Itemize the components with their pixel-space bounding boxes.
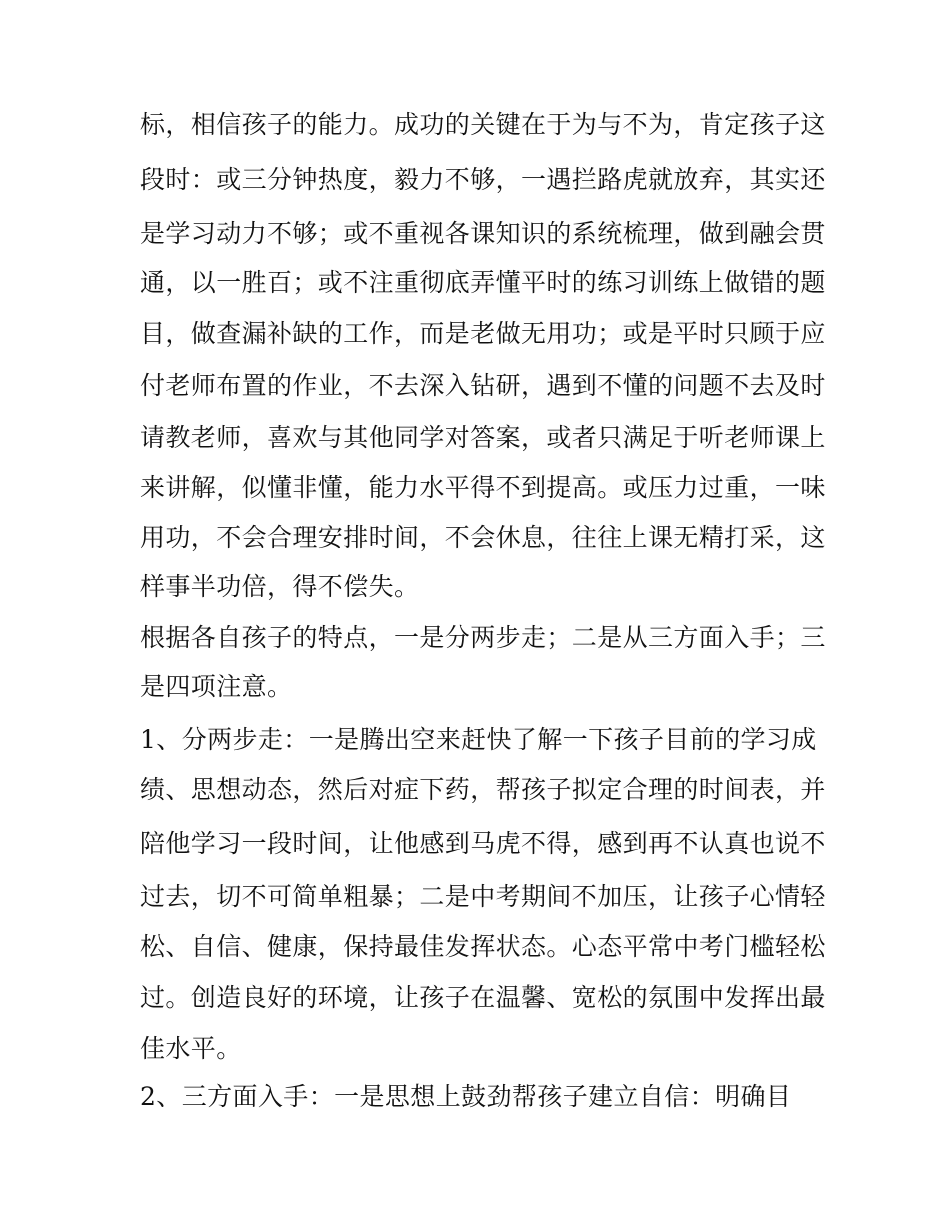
text-line: 1、分两步走：一是腾出空来赶快了解一下孩子目前的学习成 (140, 725, 817, 754)
text-line: 付老师布置的作业，不去深入钻研，遇到不懂的问题不去及时 (140, 371, 826, 400)
text-line: 陪他学习一段时间，让他感到马虎不得，感到再不认真也说不 (140, 829, 826, 858)
text-line: 段时：或三分钟热度，毅力不够，一遇拦路虎就放弃，其实还 (140, 165, 826, 194)
text-line: 样事半功倍，得不偿失。 (140, 572, 420, 601)
text-line: 请教老师，喜欢与其他同学对答案，或者只满足于听老师课上 (140, 423, 826, 452)
text-line: 过。创造良好的环境，让孩子在温馨、宽松的氛围中发挥出最 (140, 983, 826, 1012)
text-line: 通，以一胜百；或不注重彻底弄懂平时的练习训练上做错的题 (140, 268, 826, 297)
text-line: 是四项注意。 (140, 672, 293, 701)
text-line: 佳水平。 (140, 1034, 242, 1063)
text-line: 是学习动力不够；或不重视各课知识的系统梳理，做到融会贯 (140, 219, 826, 248)
text-line: 根据各自孩子的特点，一是分两步走；二是从三方面入手；三 (140, 623, 826, 652)
text-line: 目，做查漏补缺的工作，而是老做无用功；或是平时只顾于应 (140, 319, 826, 348)
text-line: 标，相信孩子的能力。成功的关键在于为与不为，肯定孩子这 (140, 110, 826, 139)
text-line: 绩、思想动态，然后对症下药，帮孩子拟定合理的时间表，并 (140, 775, 826, 804)
text-line: 松、自信、健康，保持最佳发挥状态。心态平常中考门槛轻松 (140, 932, 826, 961)
text-line: 来讲解，似懂非懂，能力水平得不到提高。或压力过重，一味 (140, 473, 826, 502)
text-line: 用功，不会合理安排时间，不会休息，往往上课无精打采，这 (140, 523, 826, 552)
text-line: 过去，切不可简单粗暴；二是中考期间不加压，让孩子心情轻 (140, 882, 826, 911)
text-line: 2、三方面入手：一是思想上鼓劲帮孩子建立自信：明确目 (140, 1082, 792, 1111)
